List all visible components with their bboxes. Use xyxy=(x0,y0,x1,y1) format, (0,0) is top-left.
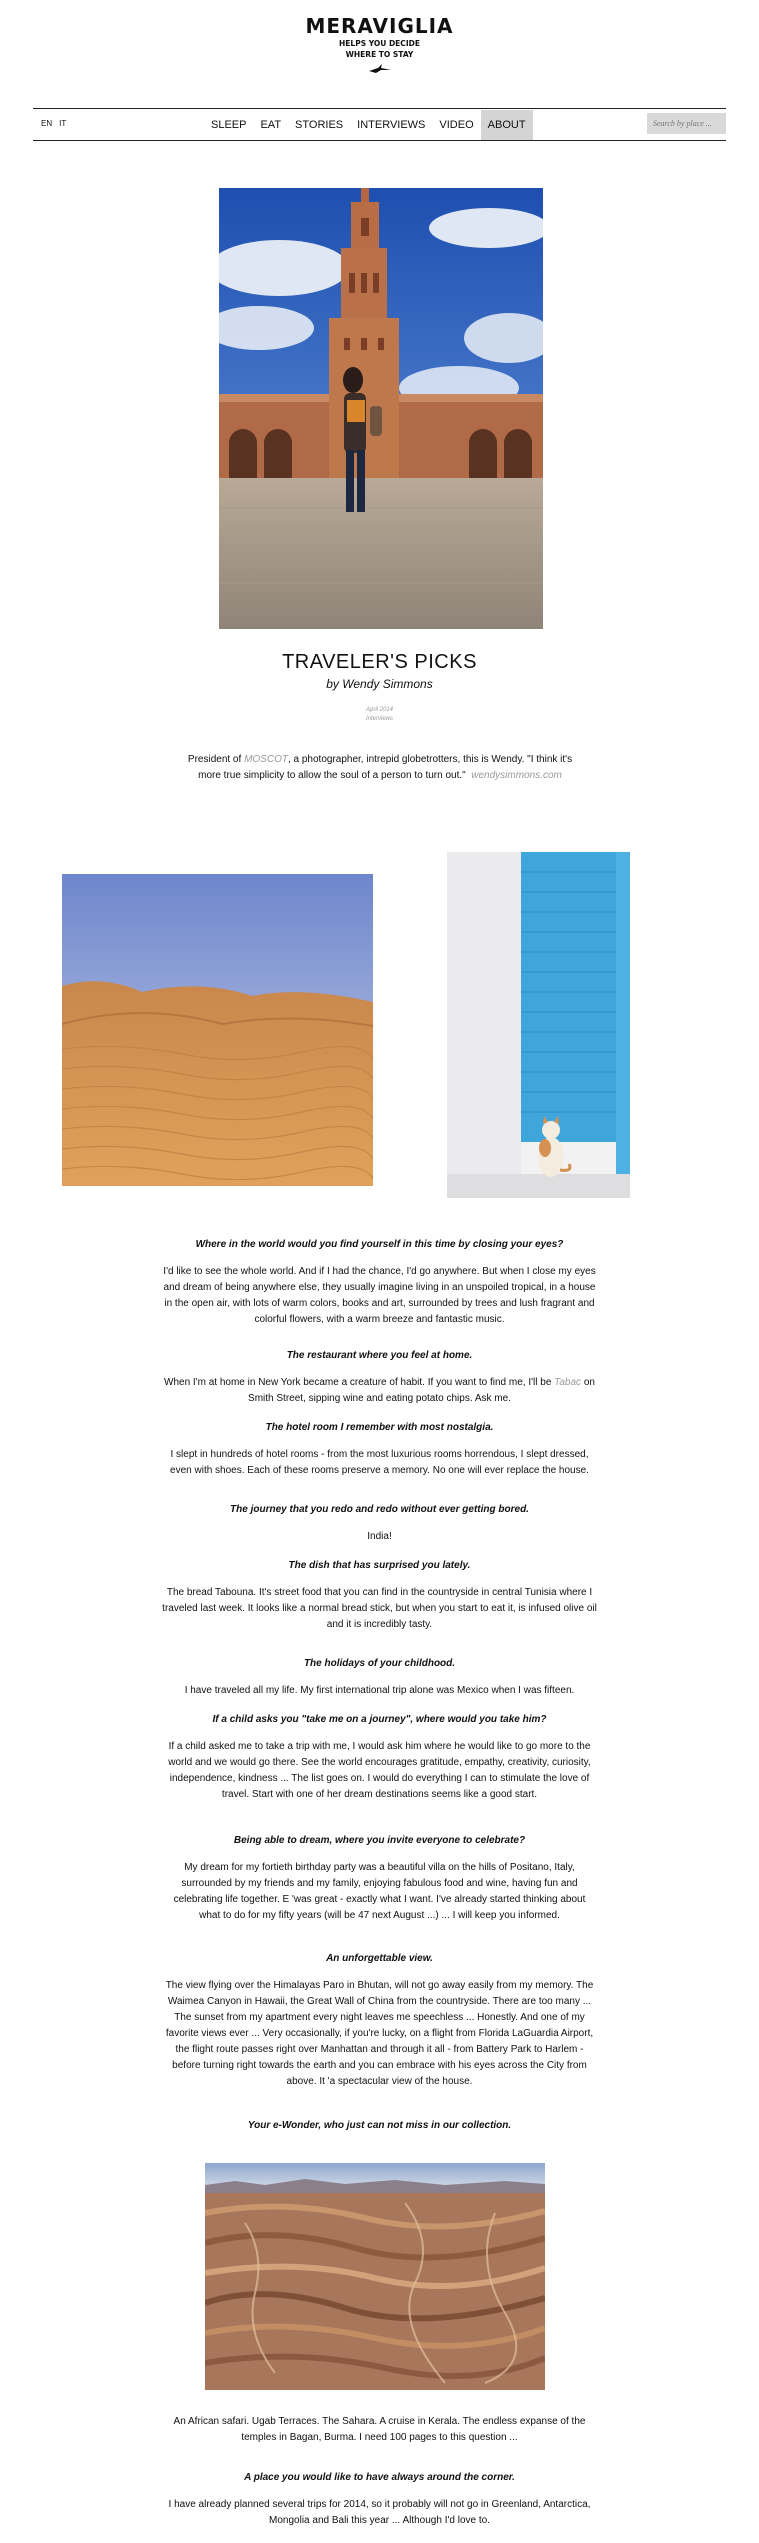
qa-block-6 xyxy=(162,1656,597,1699)
answer-prefix: When I'm at home in New York became a creature of habit. If you want to find me, I'll be xyxy=(164,1377,555,1388)
answer-suffix: on Smith Street, sipping wine and eating potato chips. Ask me. xyxy=(248,1377,595,1404)
moscot-link[interactable]: MOSCOT xyxy=(244,754,288,765)
qa-block-9 xyxy=(162,1951,597,2090)
article-byline: by Wendy Simmons xyxy=(326,677,433,691)
qa-block-7 xyxy=(162,1712,597,1803)
qa-block-4 xyxy=(162,1502,597,1545)
brand-tagline-2: WHERE TO STAY xyxy=(345,50,414,59)
question: An unforgettable view. xyxy=(326,1953,433,1964)
answer: I slept in hundreds of hotel rooms - from the most luxurious rooms horrendous, I slept dressed, even with shoes. Each of these rooms preserve a memory. No one will ever replace the house. xyxy=(170,1449,589,1476)
answer: The bread Tabouna. It's street food that you can find in the countryside in central Tunisia where I traveled last week. It looks like a normal bread stick, but when you start to eat it, is infused olive oil and it is incredibly tasty. xyxy=(162,1587,597,1630)
nav-item-video[interactable]: VIDEO xyxy=(439,119,474,131)
answer xyxy=(162,1375,597,1407)
answer: I have traveled all my life. My first international trip alone was Mexico when I was fifteen. xyxy=(184,1685,575,1696)
nav-item-interviews[interactable]: INTERVIEWS xyxy=(357,119,426,131)
article-category[interactable]: Interviews xyxy=(365,716,393,722)
nav-item-about[interactable]: ABOUT xyxy=(481,110,533,140)
question: Where in the world would you find yourself in this time by closing your eyes? xyxy=(195,1239,564,1250)
nav-menu xyxy=(204,110,533,140)
aerial-image xyxy=(205,2163,545,2390)
nav-item-eat[interactable]: EAT xyxy=(260,119,282,131)
site-logo[interactable] xyxy=(0,14,759,78)
nav-top-rule xyxy=(33,108,726,109)
intro-text: , a photographer, intrepid globetrotters, this is Wendy. "I think it's more true simplicity to allow the soul of a person to turn out." xyxy=(198,754,573,781)
lang-en[interactable]: EN xyxy=(41,119,53,128)
answer: My dream for my fortieth birthday party was a beautiful villa on the hills of Positano, Italy, surrounded by my friends and my family, enjoying fabulous food and wine, having fun and celebrating life together. E 'was great - exactly what I want. I've already started thinking about what to do for my fifty years (will be 47 next August ...) ... I will keep you informed. xyxy=(173,1862,586,1921)
nav-bottom-rule xyxy=(33,140,726,141)
question: The holidays of your childhood. xyxy=(303,1658,456,1669)
question: The hotel room I remember with most nostalgia. xyxy=(265,1422,494,1433)
answer: I have already planned several trips for 2014, so it probably will not go in Greenland, Antarctica, Mongolia and Bali this year ... Although I'd love to. xyxy=(168,2499,591,2526)
article-title: TRAVELER'S PICKS xyxy=(282,651,477,673)
photo-cat-blue-wall xyxy=(447,852,630,1198)
intro-prefix: President of xyxy=(187,754,245,765)
answer: An African safari. Ugab Terraces. The Sahara. A cruise in Kerala. The endless expanse of the temples in Bagan, Burma. I need 100 pages to this question ... xyxy=(173,2416,586,2443)
swallow-logo-icon xyxy=(368,64,392,73)
lang-it[interactable]: IT xyxy=(59,119,67,128)
qa-block-5 xyxy=(162,1558,597,1633)
desert-image xyxy=(62,874,373,1186)
main-nav xyxy=(33,110,726,140)
qa-block-10 xyxy=(162,2118,597,2134)
language-switcher xyxy=(41,119,73,128)
qa-block-2 xyxy=(162,1348,597,1407)
qa-block-3 xyxy=(162,1420,597,1479)
article-meta xyxy=(0,706,759,724)
article-intro xyxy=(180,752,580,784)
tabac-link[interactable]: Tabac xyxy=(554,1377,582,1388)
answer: If a child asked me to take a trip with me, I would ask him where he would like to go more to the world and we would go there. See the world encourages gratitude, empathy, creativity, curiosity, independence, kindness ... The list goes on. I would do everything I can to stimulate the love of travel. Start with one of her dream destinations seems like a good start. xyxy=(168,1741,591,1800)
question: The restaurant where you feel at home. xyxy=(286,1350,473,1361)
hero-photo-minaret xyxy=(219,188,543,629)
photo-desert-dunes xyxy=(62,874,373,1186)
brand-tagline-1: HELPS YOU DECIDE xyxy=(339,39,420,48)
minaret-image xyxy=(219,188,543,629)
qa-block-1 xyxy=(162,1237,597,1328)
nav-item-sleep[interactable]: SLEEP xyxy=(211,119,247,131)
website-link[interactable]: wendysimmons.com xyxy=(471,770,562,781)
search-input[interactable] xyxy=(647,113,726,134)
qa-block-11 xyxy=(162,2414,597,2446)
question: Being able to dream, where you invite everyone to celebrate? xyxy=(233,1835,526,1846)
question: The journey that you redo and redo without ever getting bored. xyxy=(230,1504,529,1515)
question: If a child asks you "take me on a journey", where would you take him? xyxy=(212,1714,547,1725)
nav-item-stories[interactable]: STORIES xyxy=(295,119,344,131)
qa-block-12 xyxy=(162,2470,597,2529)
question: Your e-Wonder, who just can not miss in our collection. xyxy=(247,2120,512,2131)
brand-name: MERAVIGLIA xyxy=(305,14,454,38)
article-date: April 2014 xyxy=(365,707,394,713)
answer: I'd like to see the whole world. And if I had the chance, I'd go anywhere. But when I close my eyes and dream of being anywhere else, they usually imagine living in an unspoiled tropical, in a house in the open air, with lots of warm colors, books and art, surrounded by trees and lush fragrant and colorful flowers, with a warm breeze and fantastic music. xyxy=(163,1266,596,1325)
question: A place you would like to have always around the corner. xyxy=(244,2472,515,2483)
question: The dish that has surprised you lately. xyxy=(288,1560,471,1571)
qa-block-8 xyxy=(162,1833,597,1924)
answer: The view flying over the Himalayas Paro in Bhutan, will not go away easily from my memory. The Waimea Canyon in Hawaii, the Great Wall of China from the countryside. There are too many ... The sunset from my apartment every night leaves me speechless ... Honestly. And one of my favorite views ever ... Very occasionally, if you're lucky, on a flight from Florida LaGuardia Airport, the flight route passes right over Manhattan and through it all - from Battery Park to Harlem - before turning right towards the earth and you can embrace with his eyes across the City from above. It 'a spectacular view of the house. xyxy=(165,1980,594,2087)
cat-image xyxy=(447,852,630,1198)
photo-aerial-terraces xyxy=(205,2163,545,2390)
answer: India! xyxy=(367,1531,392,1542)
